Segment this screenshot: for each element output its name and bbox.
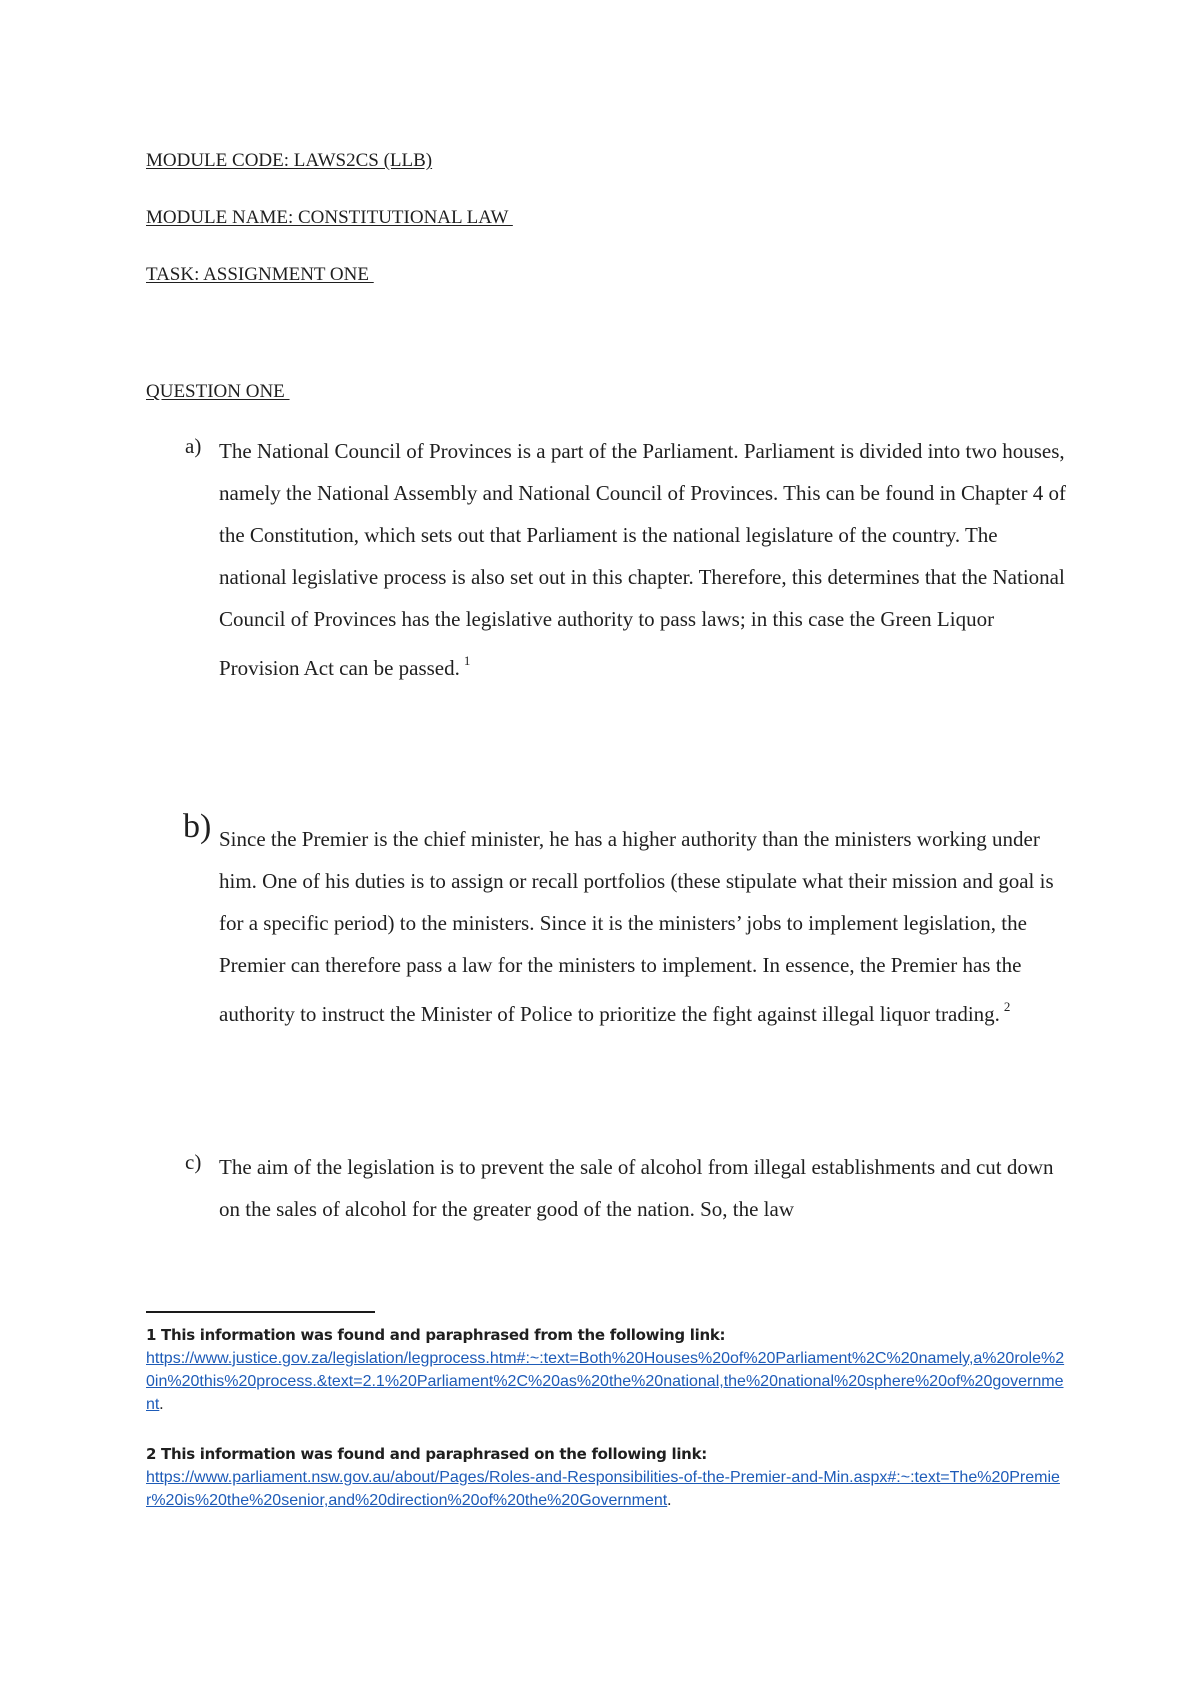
- item-paragraph: The National Council of Provinces is a part of the Parliament. Parliament is divided into two houses, namely the National Assembly and National Council of Provinces. This can be found in Chapter 4 of the Constitution, which sets out that Parliament is the national legislature of the country. The national legislative process is also set out in this chapter. Therefore, this determines that the National Council of Provinces has the legislative authority to pass laws; in this case the Green Liquor Provision Act can be passed. $^1$: [219, 439, 1067, 680]
- task-heading: TASK: ASSIGNMENT ONE: [146, 264, 374, 285]
- item-label: a): [185, 434, 202, 458]
- footnote-2: [146, 1443, 1066, 1512]
- footnote-ref[interactable]: 2: [1003, 999, 1011, 1014]
- footnote-link[interactable]: https://www.justice.gov.za/legislation/legprocess.htm#:~:text=Both%20Houses%20of%20Parliament%2C%20namely,a%20role%20in%20this%20process.&text=2.1%20Parliament%2C%20as%20the%20national,the%20national%20sphere%20of%20government: [146, 1350, 1065, 1413]
- question-heading: QUESTION ONE: [146, 381, 290, 402]
- footnote-separator: [146, 1311, 375, 1313]
- item-paragraph: The aim of the legislation is to prevent the sale of alcohol from illegal establishments and cut down on the sales of alcohol for the greater good of the nation. So, the law: [219, 1155, 1054, 1221]
- footnote-suffix: .: [159, 1396, 164, 1413]
- module-name-heading: MODULE NAME: CONSTITUTIONAL LAW: [146, 207, 513, 228]
- footnote-suffix: .: [667, 1492, 672, 1509]
- footnote-title: 1 This information was found and paraphrased from the following link:: [146, 1326, 726, 1344]
- item-paragraph: Since the Premier is the chief minister, he has a higher authority than the ministers working under him. One of his duties is to assign or recall portfolios (these stipulate what their mission and goal is for a specific period) to the ministers. Since it is the ministers’ jobs to implement legislation, the Premier can therefore pass a law for the ministers to implement. In essence, the Premier has the authority to instruct the Minister of Police to prioritize the fight against illegal liquor trading. $^2$: [219, 827, 1054, 1026]
- footnote-title: 2 This information was found and paraphrased on the following link:: [146, 1445, 707, 1463]
- footnote-1: [146, 1324, 1066, 1416]
- footnote-ref[interactable]: 1: [463, 653, 471, 668]
- module-code-heading: MODULE CODE: LAWS2CS (LLB): [146, 150, 433, 171]
- footnote-link[interactable]: https://www.parliament.nsw.gov.au/about/Pages/Roles-and-Responsibilities-of-the-Premier-and-Min.aspx#:~:text=The%20Premier%20is%20the%20senior,and%20direction%20of%20the%20Government: [146, 1469, 1060, 1509]
- item-label: c): [185, 1150, 202, 1174]
- item-label: b): [183, 808, 212, 845]
